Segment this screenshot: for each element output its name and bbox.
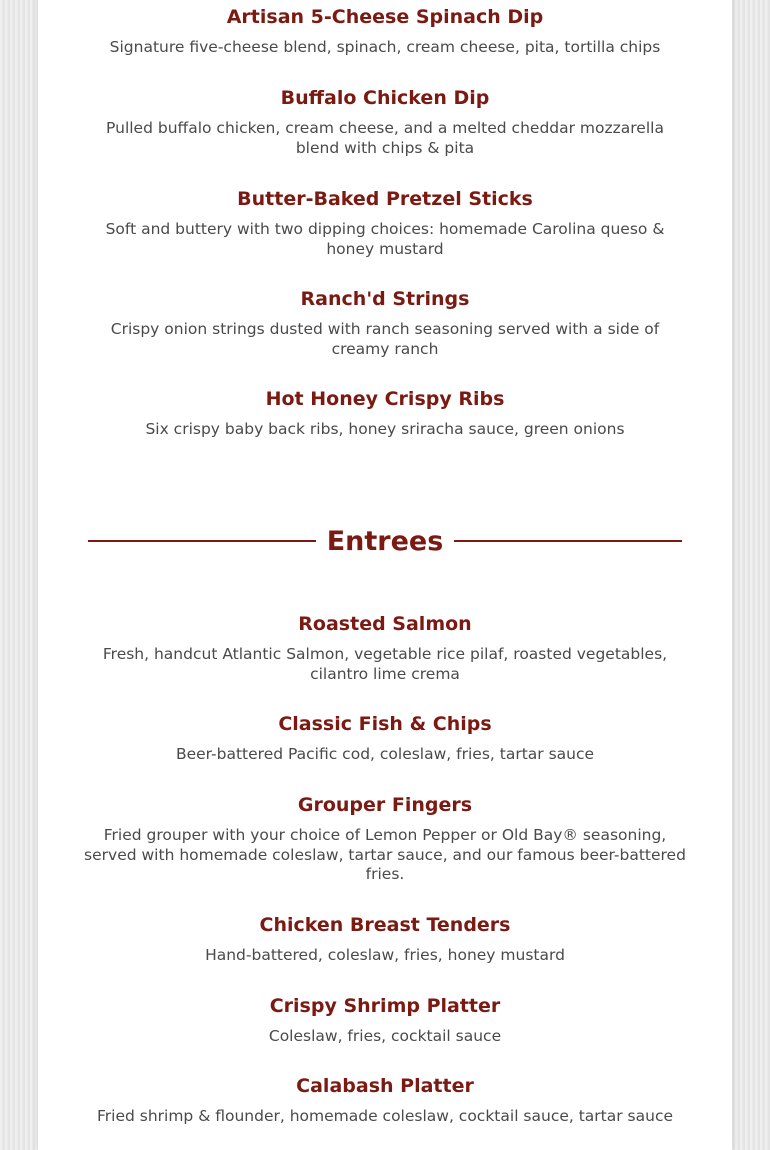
item-description: Fried shrimp & flounder, homemade coleslaw, cocktail sauce, tartar sauce bbox=[96, 1107, 674, 1125]
item-description: Pulled buffalo chicken, cream cheese, and a melted cheddar mozzarella blend with chips & pita bbox=[106, 119, 664, 157]
menu-item bbox=[38, 388, 732, 440]
menu-item bbox=[38, 794, 732, 885]
item-name: Buffalo Chicken Dip bbox=[280, 87, 490, 109]
item-name: Crispy Shrimp Platter bbox=[269, 995, 501, 1017]
item-description: Six crispy baby back ribs, honey sriracha sauce, green onions bbox=[145, 420, 625, 438]
section-heading-entrees bbox=[88, 522, 682, 560]
menu-item bbox=[38, 288, 732, 359]
item-description: Soft and buttery with two dipping choices: homemade Carolina queso & honey mustard bbox=[105, 220, 665, 258]
item-name: Roasted Salmon bbox=[298, 613, 472, 635]
item-description: Hand-battered, coleslaw, fries, honey mustard bbox=[205, 946, 565, 964]
item-description: Beer-battered Pacific cod, coleslaw, fries, tartar sauce bbox=[175, 745, 595, 763]
menu-item bbox=[38, 613, 732, 684]
item-name: Butter-Baked Pretzel Sticks bbox=[237, 188, 533, 210]
menu-item bbox=[38, 914, 732, 966]
menu-paper bbox=[38, 0, 732, 1150]
item-name: Artisan 5-Cheese Spinach Dip bbox=[226, 6, 544, 28]
item-description: Signature five-cheese blend, spinach, cream cheese, pita, tortilla chips bbox=[109, 38, 661, 56]
item-description: Crispy onion strings dusted with ranch seasoning served with a side of creamy ranch bbox=[110, 320, 660, 358]
item-name: Classic Fish & Chips bbox=[278, 713, 492, 735]
menu-item bbox=[38, 87, 732, 158]
item-description: Coleslaw, fries, cocktail sauce bbox=[268, 1027, 502, 1045]
menu-item bbox=[38, 713, 732, 765]
heading-rule-left bbox=[88, 540, 316, 542]
item-name: Hot Honey Crispy Ribs bbox=[265, 388, 505, 410]
item-description: Fresh, handcut Atlantic Salmon, vegetable rice pilaf, roasted vegetables, cilantro lime crema bbox=[102, 645, 668, 683]
menu-item bbox=[38, 6, 732, 58]
menu-item bbox=[38, 188, 732, 259]
item-name: Calabash Platter bbox=[296, 1075, 474, 1097]
menu-item bbox=[38, 995, 732, 1047]
item-name: Ranch'd Strings bbox=[300, 288, 470, 310]
heading-rule-right bbox=[454, 540, 682, 542]
item-name: Grouper Fingers bbox=[297, 794, 473, 816]
item-description: Fried grouper with your choice of Lemon Pepper or Old Bay® seasoning, served with homemade coleslaw, tartar sauce, and our famous beer-battered fries. bbox=[84, 826, 686, 883]
menu-item bbox=[38, 1075, 732, 1127]
section-title: Entrees bbox=[326, 525, 444, 557]
item-name: Chicken Breast Tenders bbox=[259, 914, 511, 936]
